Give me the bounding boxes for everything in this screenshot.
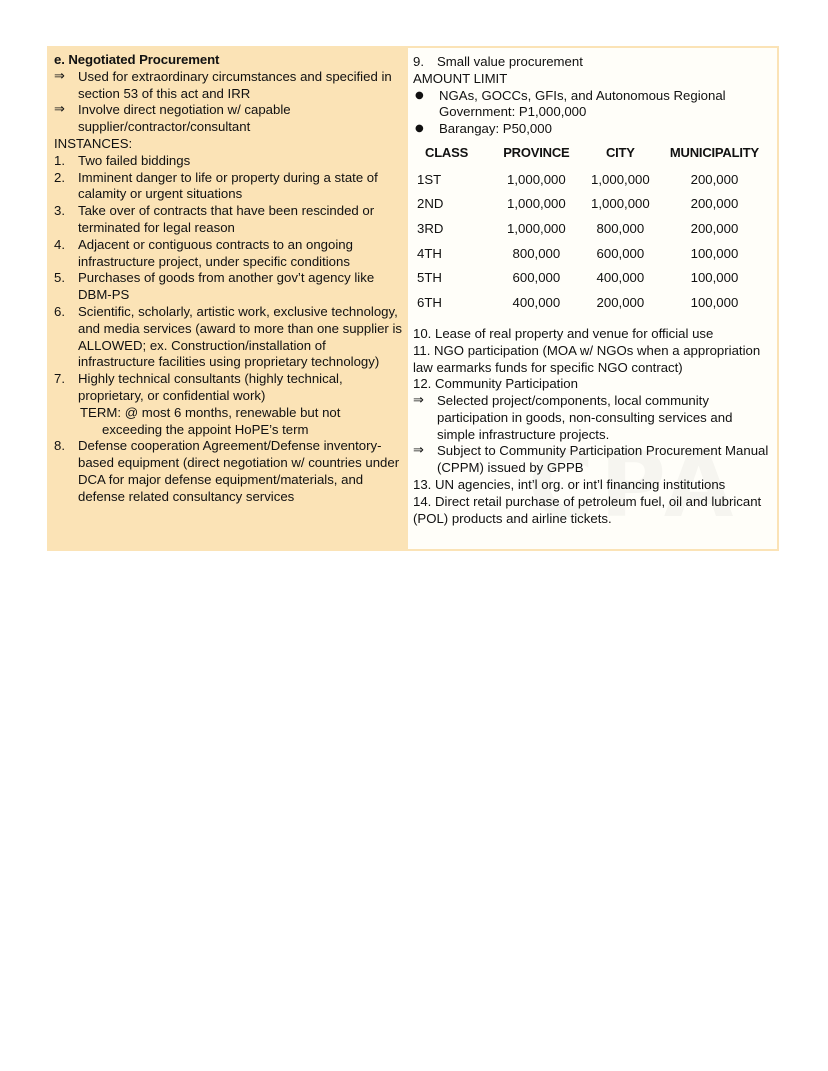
table-cell: 800,000 <box>596 221 645 237</box>
table-cell: 100,000 <box>690 295 739 311</box>
instance-text: Defense cooperation Agreement/Defense inventory-based equipment (direct negotiation w/ countries under DCA for major defense equipment/materials, and defense related consultancy services <box>78 438 400 504</box>
column-header-province: PROVINCE <box>503 144 570 160</box>
table-cell: 1,000,000 <box>507 171 566 187</box>
arrow-item <box>54 69 402 103</box>
table-row <box>415 267 769 292</box>
table-cell: 200,000 <box>596 295 645 311</box>
table-row <box>415 192 769 217</box>
bullet-item <box>413 88 769 122</box>
column-header-municipality: MUNICIPALITY <box>669 144 759 160</box>
instance-text: Take over of contracts that have been rescinded or terminated for legal reason <box>78 203 375 235</box>
instance-item <box>54 203 402 237</box>
table-row <box>415 168 769 193</box>
table-cell: 600,000 <box>596 245 645 261</box>
arrow-icon: ⇒ <box>54 68 65 84</box>
bullet-icon: ● <box>415 123 424 135</box>
item-number: 9. <box>413 54 424 69</box>
table-cell: 100,000 <box>690 245 739 261</box>
instance-item <box>54 438 402 505</box>
instance-number: 2. <box>54 169 65 185</box>
item-10: 10. Lease of real property and venue for official use <box>413 325 714 341</box>
arrow-icon: ⇒ <box>54 102 65 118</box>
arrow-item-text: Subject to Community Participation Procurement Manual (CPPM) issued by GPPB <box>437 443 769 476</box>
table-row <box>415 217 769 242</box>
instance-item <box>54 153 402 170</box>
item-14: 14. Direct retail purchase of petroleum fuel, oil and lubricant (POL) products and airline tickets. <box>413 493 762 526</box>
instance-item <box>54 237 402 271</box>
arrow-item <box>413 393 769 443</box>
instance-text: Adjacent or contiguous contracts to an ongoing infrastructure project, under specific conditions <box>78 236 353 269</box>
table-cell: 100,000 <box>690 270 739 286</box>
arrow-item-text: Involve direct negotiation w/ capable supplier/contractor/consultant <box>78 102 291 135</box>
arrow-icon: ⇒ <box>413 393 424 409</box>
instance-number: 7. <box>54 371 65 387</box>
table-cell: 200,000 <box>690 196 739 212</box>
instance-item <box>54 170 402 204</box>
table-cell: 1,000,000 <box>591 196 650 212</box>
term-note: TERM: @ most 6 months, renewable but not <box>80 404 341 420</box>
instance-item <box>54 304 402 371</box>
arrow-item <box>413 443 769 477</box>
item-12: 12. Community Participation <box>413 376 578 392</box>
table-cell: 1,000,000 <box>507 196 566 212</box>
instance-text: Scientific, scholarly, artistic work, exclusive technology, and media services (award to more than one supplier is ALLOWED; ex. Construction/installation of infrastructure facilities using proprietary technology) <box>78 303 402 370</box>
bullet-item <box>413 121 769 138</box>
instances-label: INSTANCES: <box>54 135 133 151</box>
bullet-icon: ● <box>415 89 424 101</box>
negotiated-procurement-column <box>47 46 406 551</box>
instance-text: Two failed biddings <box>78 152 191 168</box>
table-cell: 200,000 <box>690 171 739 187</box>
arrow-item <box>54 102 402 136</box>
arrow-item-text: Selected project/components, local community participation in goods, non-consulting services and simple infrastructure projects. <box>437 393 733 442</box>
instance-text: Highly technical consultants (highly technical, proprietary, or confidential work) <box>78 371 343 403</box>
section-title: e. Negotiated Procurement <box>54 52 220 67</box>
term-note-continued: exceeding the appoint HoPE’s term <box>102 421 309 437</box>
instance-number: 4. <box>54 236 65 252</box>
item-11: 11. NGO participation (MOA w/ NGOs when a appropriation law earmarks funds for specific NGO contract) <box>413 342 761 375</box>
table-cell: 4TH <box>417 245 442 261</box>
table-row <box>415 291 769 316</box>
item-text: Small value procurement <box>437 54 583 69</box>
amount-limit-label: AMOUNT LIMIT <box>413 70 508 86</box>
table-cell: 1,000,000 <box>591 171 650 187</box>
instance-number: 5. <box>54 270 65 286</box>
table-cell: 2ND <box>417 196 444 212</box>
arrow-item-text: Used for extraordinary circumstances and specified in section 53 of this act and IRR <box>78 68 392 101</box>
arrow-icon: ⇒ <box>413 443 424 459</box>
table-cell: 1ST <box>417 171 442 187</box>
table-cell: 600,000 <box>512 270 561 286</box>
table-cell: 200,000 <box>690 221 739 237</box>
table-cell: 400,000 <box>512 295 561 311</box>
table-cell: 800,000 <box>512 245 561 261</box>
item-13: 13. UN agencies, int’l org. or int’l financing institutions <box>413 477 726 493</box>
table-cell: 3RD <box>417 221 444 237</box>
content-panel <box>47 46 779 551</box>
instance-number: 1. <box>54 152 65 168</box>
instance-text: Imminent danger to life or property during a state of calamity or urgent situations <box>78 169 378 202</box>
instance-text: Purchases of goods from another gov’t agency like DBM-PS <box>78 270 375 303</box>
amount-limit-table <box>415 143 769 316</box>
bullet-text: Barangay: P50,000 <box>439 121 552 137</box>
table-row <box>415 242 769 267</box>
item-9 <box>413 54 769 71</box>
bullet-text: NGAs, GOCCs, GFIs, and Autonomous Regional Government: P1,000,000 <box>439 87 726 120</box>
column-header-class: CLASS <box>425 144 469 160</box>
instance-number: 3. <box>54 203 65 219</box>
procurement-modes-column <box>406 46 779 551</box>
table-cell: 5TH <box>417 270 442 286</box>
table-header-row <box>415 143 769 168</box>
instance-item <box>54 371 402 405</box>
table-cell: 1,000,000 <box>507 221 566 237</box>
instance-number: 6. <box>54 303 65 319</box>
column-header-city: CITY <box>605 144 635 160</box>
table-cell: 6TH <box>417 295 442 311</box>
instance-item <box>54 270 402 304</box>
table-cell: 400,000 <box>596 270 645 286</box>
instance-number: 8. <box>54 438 65 454</box>
